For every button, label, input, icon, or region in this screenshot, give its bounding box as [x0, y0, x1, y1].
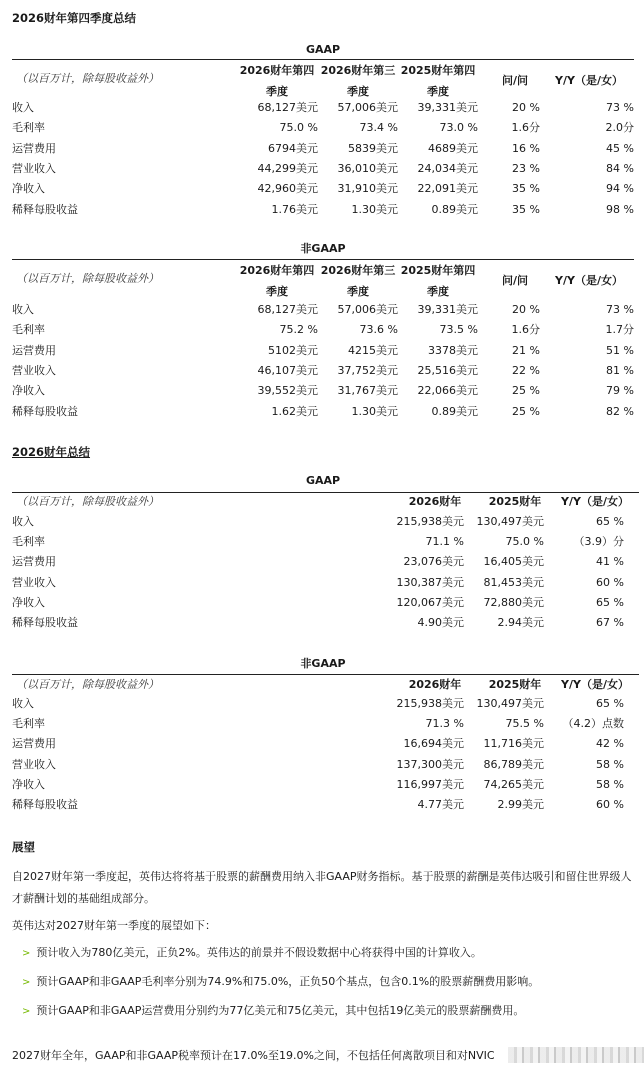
cell-c3: 39,331美元 [417, 303, 478, 316]
table-row [12, 381, 634, 401]
table-row [12, 402, 634, 422]
cell-c3: 24,034美元 [417, 161, 478, 175]
table-heading: 非GAAP [300, 242, 346, 255]
cell-c1: 46,107美元 [257, 363, 318, 377]
cell-c1: 1.62美元 [271, 404, 318, 418]
col-header-line1: 2026财年第三 [320, 64, 396, 77]
cell-fy25: 81,453美元 [483, 575, 544, 589]
unit-note: （以百万计，除每股收益外） [16, 678, 159, 691]
cell-c2: 57,006美元 [337, 101, 398, 114]
bullet-text: 预计GAAP和非GAAP运营费用分别约为77亿美元和75亿美元，其中包括19亿美元的股票薪酬费用。 [36, 1004, 525, 1017]
cell-fy25: 2.94美元 [497, 616, 544, 629]
col-header-yoy: Y/Y（是/女） [561, 495, 629, 508]
cell-fy25: 11,716美元 [483, 737, 544, 751]
table-row [12, 552, 639, 572]
row-label: 收入 [12, 697, 34, 710]
cell-yoy: 42 % [596, 737, 624, 751]
cell-c3: 73.0 % [439, 121, 478, 135]
table-row [12, 775, 639, 795]
col-header-q3fy26 [318, 60, 398, 102]
cell-fy25: 16,405美元 [483, 555, 544, 569]
cell-c1: 42,960美元 [257, 182, 318, 196]
col-header-yoy: Y/Y（是/女） [555, 74, 623, 87]
row-label: 收入 [12, 515, 34, 528]
row-label: 运营费用 [12, 343, 56, 357]
q4-summary-title: 2026财年第四季度总结 [12, 11, 137, 25]
cell-c3: 4689美元 [428, 141, 478, 155]
row-label: 营业收入 [12, 757, 56, 771]
cell-yoy: 51 % [606, 343, 634, 357]
col-header-line2: 季度 [266, 285, 288, 298]
cell-fy26: 16,694美元 [403, 737, 464, 751]
cell-c1: 5102美元 [268, 343, 318, 357]
cell-c3: 39,331美元 [417, 101, 478, 114]
cell-yoy: 65 % [596, 595, 624, 609]
col-header-line1: 2025财年第四 [400, 264, 476, 277]
cell-yoy: 82 % [606, 404, 634, 418]
row-label: 毛利率 [12, 717, 45, 731]
table-heading: GAAP [305, 43, 341, 56]
cell-c2: 57,006美元 [337, 303, 398, 316]
row-label: 运营费用 [12, 555, 56, 569]
cell-fy26: 137,300美元 [396, 757, 464, 771]
col-header-q4fy25 [398, 60, 478, 102]
row-label: 营业收入 [12, 363, 56, 377]
unit-note: （以百万计，除每股收益外） [16, 272, 159, 285]
cell-c2: 31,910美元 [337, 182, 398, 196]
row-label: 净收入 [12, 777, 45, 791]
cell-yoy: 1.7分 [605, 323, 634, 337]
cell-c2: 5839美元 [348, 141, 398, 155]
cell-c1: 39,552美元 [257, 384, 318, 398]
cell-fy26: 4.90美元 [417, 616, 464, 629]
col-header-line2: 季度 [427, 85, 449, 98]
row-label: 毛利率 [12, 323, 45, 337]
table-row [12, 139, 634, 159]
cell-fy26: 120,067美元 [396, 595, 464, 609]
outlook-bullet [22, 1002, 524, 1021]
cell-qoq: 20 % [512, 101, 540, 114]
cell-c3: 22,066美元 [417, 384, 478, 398]
cell-c2: 73.4 % [359, 121, 398, 135]
outlook-title: 展望 [12, 840, 35, 854]
outlook-paragraph-3: 2027财年全年，GAAP和非GAAP税率预计在17.0%至19.0%之间，不包括任何离散项目和对NVIC [12, 1049, 495, 1062]
cell-c3: 73.5 % [439, 323, 478, 337]
cell-yoy: 60 % [596, 798, 624, 811]
cell-c3: 25,516美元 [417, 363, 478, 377]
col-header-line2: 季度 [427, 285, 449, 298]
cell-yoy: 79 % [606, 384, 634, 398]
table-row [12, 159, 634, 179]
cell-yoy: 65 % [596, 515, 624, 528]
cell-fy25: 2.99美元 [497, 798, 544, 811]
cell-c2: 4215美元 [348, 343, 398, 357]
cell-c1: 75.2 % [279, 323, 318, 337]
cell-yoy: 84 % [606, 161, 634, 175]
bullet-text: 预计GAAP和非GAAP毛利率分别为74.9%和75.0%，正负50个基点，包含0.1%的股票薪酬费用影响。 [36, 975, 540, 988]
cell-fy26: 71.1 % [425, 535, 464, 549]
cell-yoy: 65 % [596, 697, 624, 710]
cell-c2: 37,752美元 [337, 363, 398, 377]
cell-fy25: 130,497美元 [476, 697, 544, 710]
outlook-bullet [22, 944, 482, 963]
cell-qoq: 23 % [512, 161, 540, 175]
cell-fy26: 116,997美元 [396, 777, 464, 791]
cell-c3: 3378美元 [428, 343, 478, 357]
cell-qoq: 25 % [512, 404, 540, 418]
table-row [12, 734, 639, 754]
row-label: 稀释每股收益 [12, 798, 78, 811]
table-row [12, 755, 639, 775]
row-label: 稀释每股收益 [12, 202, 78, 216]
col-header-line1: 2026财年第四 [239, 64, 315, 77]
cell-qoq: 21 % [512, 343, 540, 357]
table-heading: 非GAAP [300, 657, 346, 670]
cell-qoq: 25 % [512, 384, 540, 398]
cell-c2: 73.6 % [359, 323, 398, 337]
cell-yoy: 67 % [596, 616, 624, 629]
outlook-paragraph-2: 英伟达对2027财年第一季度的展望如下： [12, 919, 216, 932]
table-row [12, 179, 634, 199]
cell-yoy: 81 % [606, 363, 634, 377]
col-header-q3fy26 [318, 260, 398, 302]
cell-yoy: （3.9）分 [573, 535, 624, 549]
col-header-line2: 季度 [347, 85, 369, 98]
cell-c1: 68,127美元 [257, 303, 318, 316]
table-row [12, 512, 639, 532]
bullet-text: 预计收入为780亿美元，正负2%。英伟达的前景并不假设数据中心将获得中国的计算收入。 [36, 946, 482, 959]
row-label: 收入 [12, 101, 34, 114]
cell-fy26: 23,076美元 [403, 555, 464, 569]
row-label: 营业收入 [12, 575, 56, 589]
col-header-fy26: 2026财年 [408, 678, 462, 691]
cell-yoy: 73 % [606, 101, 634, 114]
table-row [12, 341, 634, 361]
table-row [12, 532, 639, 552]
cell-yoy: （4.2）点数 [562, 717, 624, 731]
outlook-bullet [22, 973, 539, 992]
cell-c2: 31,767美元 [337, 384, 398, 398]
col-header-q4fy26 [236, 60, 318, 102]
col-header-yoy: Y/Y（是/女） [555, 274, 623, 287]
cell-fy25: 75.5 % [505, 717, 544, 731]
row-label: 稀释每股收益 [12, 404, 78, 418]
chevron-right-icon: > [22, 1006, 31, 1017]
cell-fy25: 86,789美元 [483, 757, 544, 771]
cell-c3: 0.89美元 [431, 404, 478, 418]
cell-c1: 1.76美元 [271, 202, 318, 216]
cell-fy25: 72,880美元 [483, 595, 544, 609]
table-row [12, 320, 634, 340]
col-header-yoy: Y/Y（是/女） [561, 678, 629, 691]
cell-qoq: 16 % [512, 141, 540, 155]
table-row [12, 694, 639, 714]
row-label: 营业收入 [12, 161, 56, 175]
outlook-paragraph-1: 自2027财年第一季度起，英伟达将将基于股票的薪酬费用纳入非GAAP财务指标。基于股票的薪酬是英伟达吸引和留住世界级人才薪酬计划的基础组成部分。 [12, 870, 632, 905]
cell-fy26: 215,938美元 [396, 697, 464, 710]
cell-qoq: 1.6分 [511, 121, 540, 135]
cell-fy26: 4.77美元 [417, 798, 464, 811]
cell-qoq: 1.6分 [511, 323, 540, 337]
table-row [12, 795, 639, 815]
col-header-qoq: 问/问 [501, 74, 529, 87]
col-header-q4fy25 [398, 260, 478, 302]
cell-c1: 44,299美元 [257, 161, 318, 175]
col-header-fy26: 2026财年 [408, 495, 462, 508]
row-label: 运营费用 [12, 737, 56, 751]
cell-fy26: 215,938美元 [396, 515, 464, 528]
cell-fy26: 71.3 % [425, 717, 464, 731]
row-label: 运营费用 [12, 141, 56, 155]
table-row [12, 573, 639, 593]
cell-qoq: 22 % [512, 363, 540, 377]
col-header-qoq: 问/问 [501, 274, 529, 287]
cell-fy25: 130,497美元 [476, 515, 544, 528]
cell-yoy: 60 % [596, 575, 624, 589]
cell-yoy: 45 % [606, 141, 634, 155]
cell-yoy: 94 % [606, 182, 634, 196]
unit-note: （以百万计，除每股收益外） [16, 72, 159, 85]
row-label: 净收入 [12, 595, 45, 609]
cell-c1: 68,127美元 [257, 101, 318, 114]
row-label: 净收入 [12, 182, 45, 196]
cell-c1: 75.0 % [279, 121, 318, 135]
chevron-right-icon: > [22, 977, 31, 988]
cell-c1: 6794美元 [268, 141, 318, 155]
cell-qoq: 35 % [512, 202, 540, 216]
cell-qoq: 20 % [512, 303, 540, 316]
col-header-line1: 2026财年第四 [239, 264, 315, 277]
cell-qoq: 35 % [512, 182, 540, 196]
cell-c3: 0.89美元 [431, 202, 478, 216]
watermark-blur [508, 1047, 644, 1063]
cell-yoy: 58 % [596, 777, 624, 791]
chevron-right-icon: > [22, 948, 31, 959]
table-row [12, 361, 634, 381]
row-label: 毛利率 [12, 121, 45, 135]
cell-yoy: 58 % [596, 757, 624, 771]
unit-note: （以百万计，除每股收益外） [16, 495, 159, 508]
cell-c2: 1.30美元 [351, 202, 398, 216]
fy-summary-title: 2026财年总结 [12, 445, 91, 459]
cell-c2: 36,010美元 [337, 161, 398, 175]
table-row [12, 613, 639, 633]
table-row [12, 98, 634, 118]
col-header-q4fy26 [236, 260, 318, 302]
col-header-line2: 季度 [266, 85, 288, 98]
col-header-line2: 季度 [347, 285, 369, 298]
cell-yoy: 98 % [606, 202, 634, 216]
cell-yoy: 2.0分 [605, 121, 634, 135]
cell-fy26: 130,387美元 [396, 575, 464, 589]
col-header-line1: 2026财年第三 [320, 264, 396, 277]
cell-yoy: 41 % [596, 555, 624, 569]
row-label: 净收入 [12, 384, 45, 398]
col-header-line1: 2025财年第四 [400, 64, 476, 77]
table-row [12, 300, 634, 320]
col-header-fy25: 2025财年 [488, 678, 542, 691]
table-heading: GAAP [305, 474, 341, 487]
row-label: 毛利率 [12, 535, 45, 549]
cell-fy25: 75.0 % [505, 535, 544, 549]
table-row [12, 593, 639, 613]
table-row [12, 118, 634, 138]
col-header-fy25: 2025财年 [488, 495, 542, 508]
table-row [12, 200, 634, 220]
row-label: 稀释每股收益 [12, 616, 78, 629]
row-label: 收入 [12, 303, 34, 316]
cell-c3: 22,091美元 [417, 182, 478, 196]
cell-fy25: 74,265美元 [483, 777, 544, 791]
table-row [12, 714, 639, 734]
cell-c2: 1.30美元 [351, 404, 398, 418]
cell-yoy: 73 % [606, 303, 634, 316]
